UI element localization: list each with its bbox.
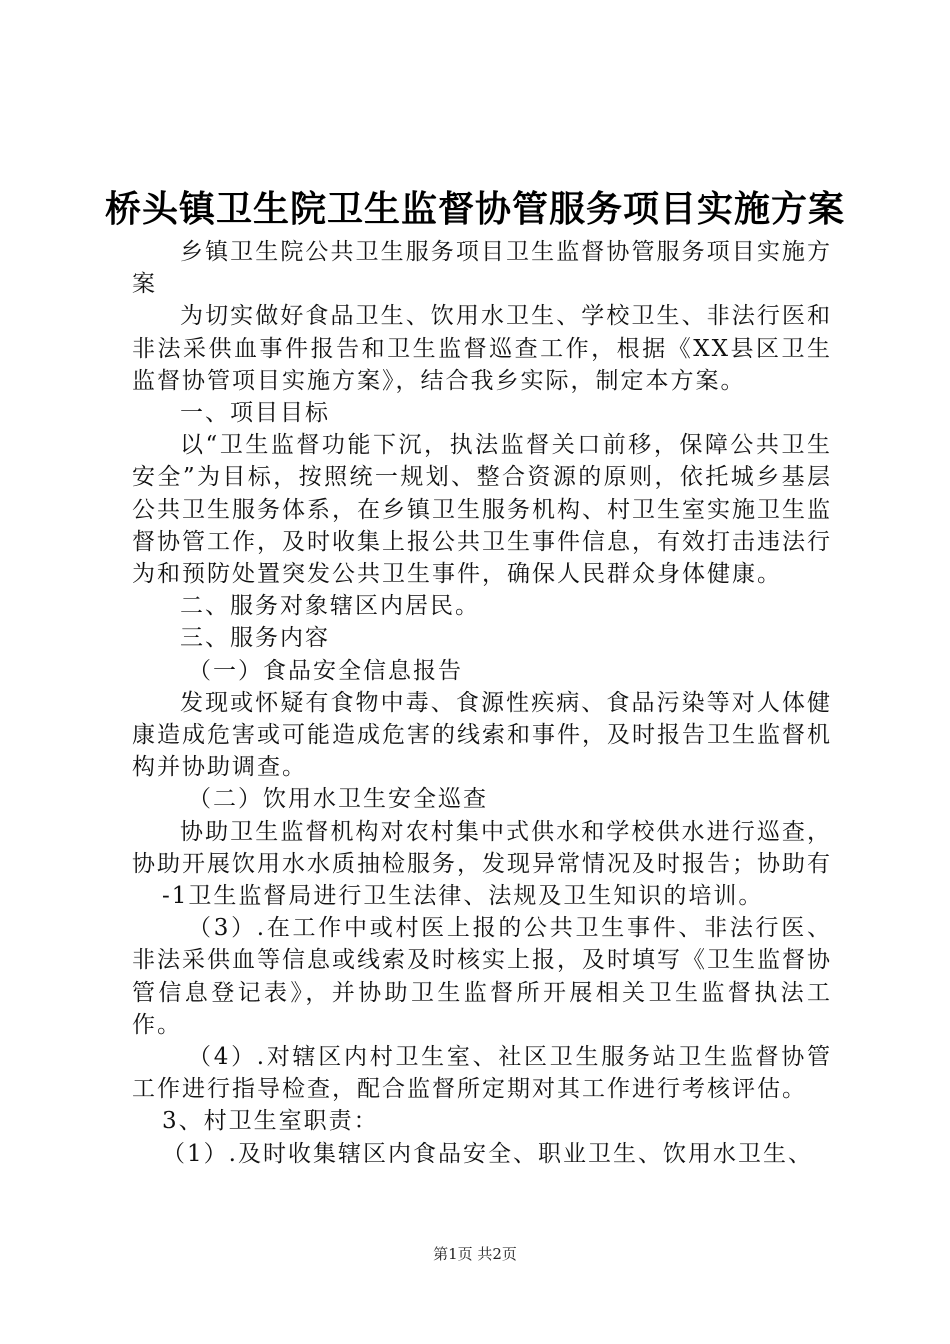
subheading-food-safety: （一）食品安全信息报告 (188, 657, 463, 684)
paragraph-intro: 为切实做好食品卫生、饮用水卫生、学校卫生、非法行医和非法采供血事件报告和卫生监督巡查工作，根据《XX县区卫生监督协管项目实施方案》，结合我乡实际，制定本方案。 (132, 303, 832, 394)
subheading-water-safety: （二）饮用水卫生安全巡查 (188, 786, 488, 813)
document-body (132, 236, 832, 1170)
document-title: 桥头镇卫生院卫生监督协管服务项目实施方案 (104, 189, 845, 230)
paragraph-village-item-1: （1）.及时收集辖区内食品安全、职业卫生、饮用水卫生、 (162, 1140, 813, 1167)
heading-section-2: 二、服务对象辖区内居民。 (180, 593, 480, 620)
paragraph-goal: 以“卫生监督功能下沉，执法监督关口前移，保障公共卫生安全”为目标，按照统一规划、整合资源的原则，依托城乡基层公共卫生服务体系，在乡镇卫生服务机构、村卫生室实施卫生监督协管工作，及时收集上报公共卫生事件信息，有效打击违法行为和预防处置突发公共卫生事件，确保人民群众身体健康。 (132, 432, 832, 588)
heading-village-clinic: 3、村卫生室职责： (162, 1108, 379, 1135)
heading-section-1: 一、项目目标 (180, 400, 330, 427)
paragraph-training: -1卫生监督局进行卫生法律、法规及卫生知识的培训。 (162, 883, 764, 910)
paragraph-item-4: （4）.对辖区内村卫生室、社区卫生服务站卫生监督协管工作进行指导检查，配合监督所定期对其工作进行考核评估。 (132, 1044, 832, 1103)
paragraph-item-3: （3）.在工作中或村医上报的公共卫生事件、非法行医、非法采供血等信息或线索及时核实上报，及时填写《卫生监督协管信息登记表》，并协助卫生监督所开展相关卫生监督执法工作。 (132, 915, 832, 1038)
page-number: 第1页 共2页 (433, 1245, 517, 1263)
paragraph-water-safety: 协助卫生监督机构对农村集中式供水和学校供水进行巡查，协助开展饮用水水质抽检服务，发现异常情况及时报告；协助有 (132, 818, 832, 877)
heading-section-3: 三、服务内容 (180, 625, 330, 652)
paragraph-food-safety: 发现或怀疑有食物中毒、食源性疾病、食品污染等对人体健康造成危害或可能造成危害的线索和事件，及时报告卫生监督机构并协助调查。 (132, 689, 832, 781)
paragraph-subtitle: 乡镇卫生院公共卫生服务项目卫生监督协管服务项目实施方案 (132, 239, 832, 298)
